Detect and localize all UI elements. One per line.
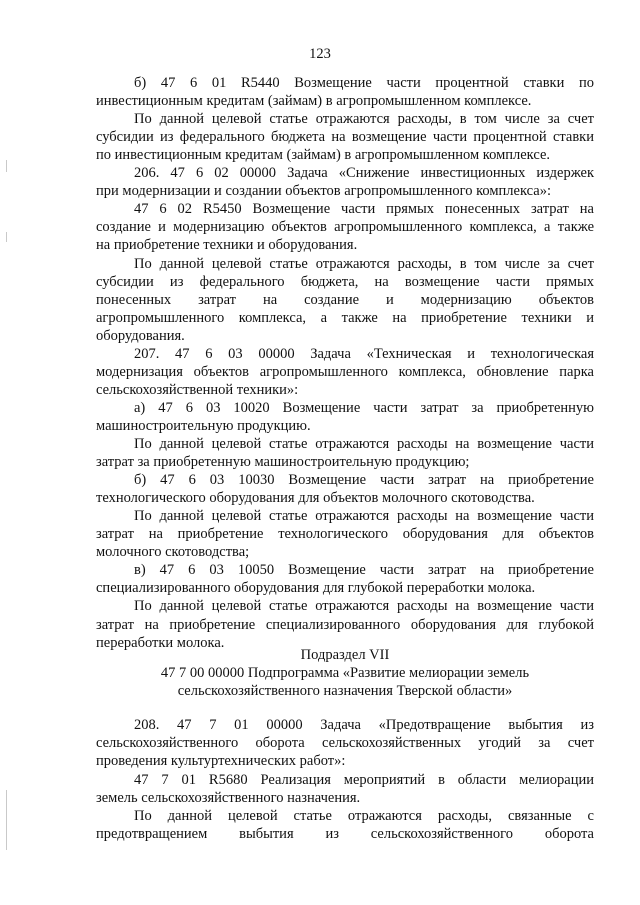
text-line: машиностроительную продукцию. [96, 417, 311, 434]
text-line: проведения культуртехнических работ»: [96, 753, 346, 770]
text-line: б) 47 6 03 10030 Возмещение части затрат на приобретение [134, 472, 594, 489]
text-line: агропромышленного комплекса, а также на приобретение техники и [96, 309, 594, 326]
text-line: на приобретение техники и оборудования. [96, 237, 358, 254]
text-line: инвестиционным кредитам (займам) в агропромышленном комплексе. [96, 93, 532, 110]
text-line: 47 7 01 R5680 Реализация мероприятий в области мелиорации [134, 771, 594, 788]
text-line: специализированного оборудования для глубокой переработки молока. [96, 580, 536, 597]
text-line: 47 6 02 R5450 Возмещение части прямых понесенных затрат на [134, 201, 594, 218]
page-number: 123 [309, 46, 331, 62]
text-line: при модернизации и создании объектов агропромышленного комплекса»: [96, 183, 551, 200]
text-line: По данной целевой статье отражаются расходы, связанные с [134, 808, 594, 824]
subprogram-code-line: 47 7 00 00000 Подпрограмма «Развитие мелиорации земель [160, 665, 530, 681]
text-line: По данной целевой статье отражаются расходы, в том числе за счет [134, 111, 594, 128]
text-line: технологического оборудования для объектов молочного скотоводства. [96, 490, 535, 507]
text-line: земель сельскохозяйственного назначения. [96, 789, 361, 806]
text-line: По данной целевой статье отражаются расходы на возмещение части [134, 436, 594, 452]
scan-margin-mark [6, 160, 7, 172]
text-line: По данной целевой статье отражаются расходы, в том числе за счет [134, 255, 594, 272]
text-line: оборудования. [96, 327, 185, 344]
text-line: сельскохозяйственной техники»: [96, 381, 299, 398]
text-line: 206. 47 6 02 00000 Задача «Снижение инвестиционных издержек [134, 165, 594, 182]
text-line: 207. 47 6 03 00000 Задача «Техническая и технологическая [134, 345, 594, 362]
text-line: По данной целевой статье отражаются расходы на возмещение части [134, 508, 594, 525]
text-line: в) 47 6 03 10050 Возмещение части затрат на приобретение [134, 562, 594, 579]
text-line: затрат на приобретение технологического оборудования для объектов [96, 526, 594, 543]
text-line: создание и модернизацию объектов агропромышленного комплекса, а также [96, 219, 594, 236]
text-line: б) 47 6 01 R5440 Возмещение части процентной ставки по [134, 75, 594, 91]
text-line: субсидии из федерального бюджета, на возмещение части прямых [96, 273, 594, 290]
text-line: 208. 47 7 01 00000 Задача «Предотвращение выбытия из [134, 717, 594, 733]
text-line: предотвращением выбытия из сельскохозяйственного оборота [96, 826, 594, 843]
scan-margin-mark [6, 232, 7, 242]
subsection-title: Подраздел VII [300, 647, 390, 663]
text-line: затрат за приобретенную машиностроительную продукцию; [96, 454, 470, 471]
text-line: сельскохозяйственного оборота сельскохозяйственных угодий за счет [96, 735, 594, 752]
subprogram-name-line: сельскохозяйственного назначения Тверской области» [177, 683, 513, 699]
text-line: а) 47 6 03 10020 Возмещение части затрат за приобретенную [134, 399, 594, 416]
text-line: понесенных затрат на создание и модернизацию объектов [96, 291, 594, 308]
text-line: модернизация объектов агропромышленного комплекса, обновление парка [96, 363, 594, 380]
text-line: затрат на приобретение специализированного оборудования для глубокой [96, 616, 594, 633]
text-line: субсидии из федерального бюджета на возмещение части процентной ставки [96, 129, 594, 146]
text-line: По данной целевой статье отражаются расходы на возмещение части [134, 598, 594, 615]
text-line: по инвестиционным кредитам (займам) в агропромышленном комплексе. [96, 147, 551, 164]
text-line: переработки молока. [96, 634, 225, 651]
scan-margin-mark [6, 790, 7, 850]
text-line: молочного скотоводства; [96, 544, 250, 561]
